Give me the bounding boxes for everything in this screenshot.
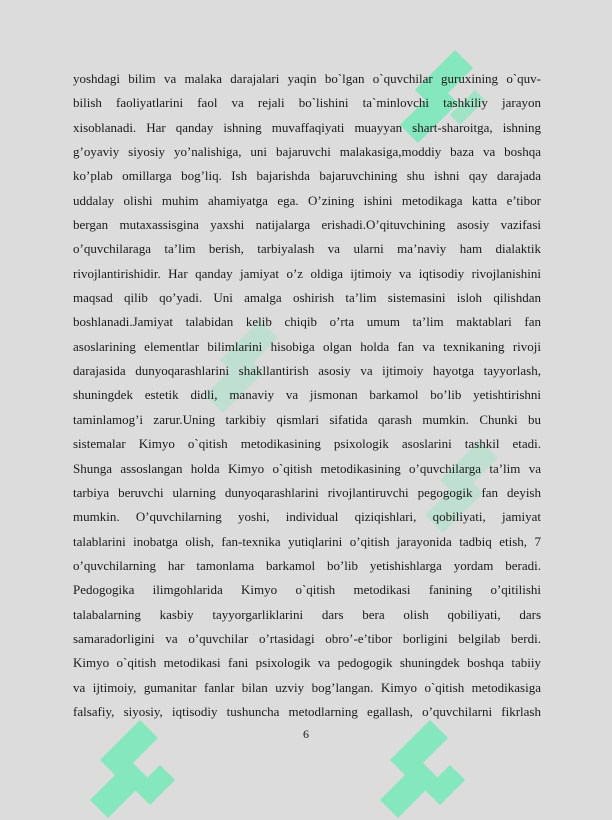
text-line: boshlanadi.Jamiyat talabidan kelib chiqib o’rta umum ta’lim maktablari fan: [73, 314, 541, 330]
text-line: xisoblanadi. Har qanday ishning muvaffaqiyati muayyan shart-sharoitga, ishning: [73, 119, 541, 135]
text-line: talablarini inobatga olish, fan-texnika yutiqlarini o’qitish jarayonida tadbiq etish, 7: [73, 533, 541, 549]
text-line: taminlamog’i zarur.Uning tarkibiy qismlari sifatida qarash mumkin. Chunki bu: [73, 411, 541, 427]
text-line: maqsad qilib qo’yadi. Uni amalga oshirish ta’lim sistemasini isloh qilishdan: [73, 290, 541, 306]
text-line: darajasida dunyoqarashlarini shakllantirish asosiy va ijtimoiy hayotga tayyorlash,: [73, 363, 541, 379]
text-line: Pedogogika ilimgohlarida Kimyo o`qitish metodikasi fanining o’qitilishi: [73, 582, 541, 598]
text-line: shuningdek estetik didli, manaviy va jismonan barkamol bo’lib yetishtirishni: [73, 387, 541, 403]
text-line: bergan mutaxassisgina yaxshi natijalarga erishadi.O’qituvchining asosiy vazifasi: [73, 217, 541, 233]
text-line: Kimyo o`qitish metodikasi fani psixologik va pedogogik shuningdek boshqa tabiiy: [73, 655, 541, 671]
text-line: g’oyaviy siyosiy yo’nalishiga, uni bajaruvchi malakasiga,moddiy baza va boshqa: [73, 144, 541, 160]
text-line: sistemalar Kimyo o`qitish metodikasining psixologik asoslarini tashkil etadi.: [73, 436, 541, 452]
text-line: ko’plab omillarga bog’liq. Ish bajarishda bajaruvchining shu ishni qay darajada: [73, 168, 541, 184]
page-number: 6: [303, 727, 309, 741]
text-line: yoshdagi bilim va malaka darajalari yaqin bo`lgan o`quvchilar guruxining o`quv-: [73, 71, 541, 86]
text-line: mumkin. O’quvchilarning yoshi, individual qiziqishlari, qobiliyati, jamiyat: [73, 509, 541, 525]
text-line: talabalarning kasbiy tayyorgarliklarini dars bera olish qobiliyati, dars: [73, 606, 541, 622]
text-line: o’quvchilaraga ta’lim berish, tarbiyalash va ularni ma’naviy ham dialaktik: [73, 241, 541, 257]
text-line: va ijtimoiy, gumanitar fanlar bilan uzviy bog’langan. Kimyo o`qitish metodikasiga: [73, 679, 541, 695]
text-line: asoslarining elementlar bilimlarini hisobiga olgan holda fan va texnikaning rivoji: [73, 338, 541, 354]
text-line: falsafiy, siyosiy, iqtisodiy tushuncha metodlarning egallash, o’quvchilarni fikrlash: [73, 703, 541, 719]
text-line: tarbiya beruvchi ularning dunyoqarashlarini rivojlantiruvchi pegogogik fan deyish: [73, 484, 541, 500]
text-line: Shunga assoslangan holda Kimyo o`qitish metodikasining o’quvchilarga ta’lim va: [73, 460, 541, 476]
body-paragraph: [73, 67, 541, 724]
text-line: o’quvchilarning har tamonlama barkamol bo’lib yetishishlarga yordam beradi.: [73, 557, 541, 573]
text-line: bilish faoliyatlarini faol va rejali bo`lishini ta`minlovchi tashkiliy jarayon: [73, 95, 541, 111]
text-line: samaradorligini va o’quvchilar o’rtasidagi obro’-e’tibor borligini belgilab berdi.: [73, 630, 541, 646]
text-line: uddalay olishi muhim ahamiyatga ega. O’zining ishini metodikaga katta e’tibor: [73, 192, 541, 208]
text-line: rivojlantirishidir. Har qanday jamiyat o’z oldiga ijtimoiy va iqtisodiy rivojlanishini: [73, 265, 541, 281]
